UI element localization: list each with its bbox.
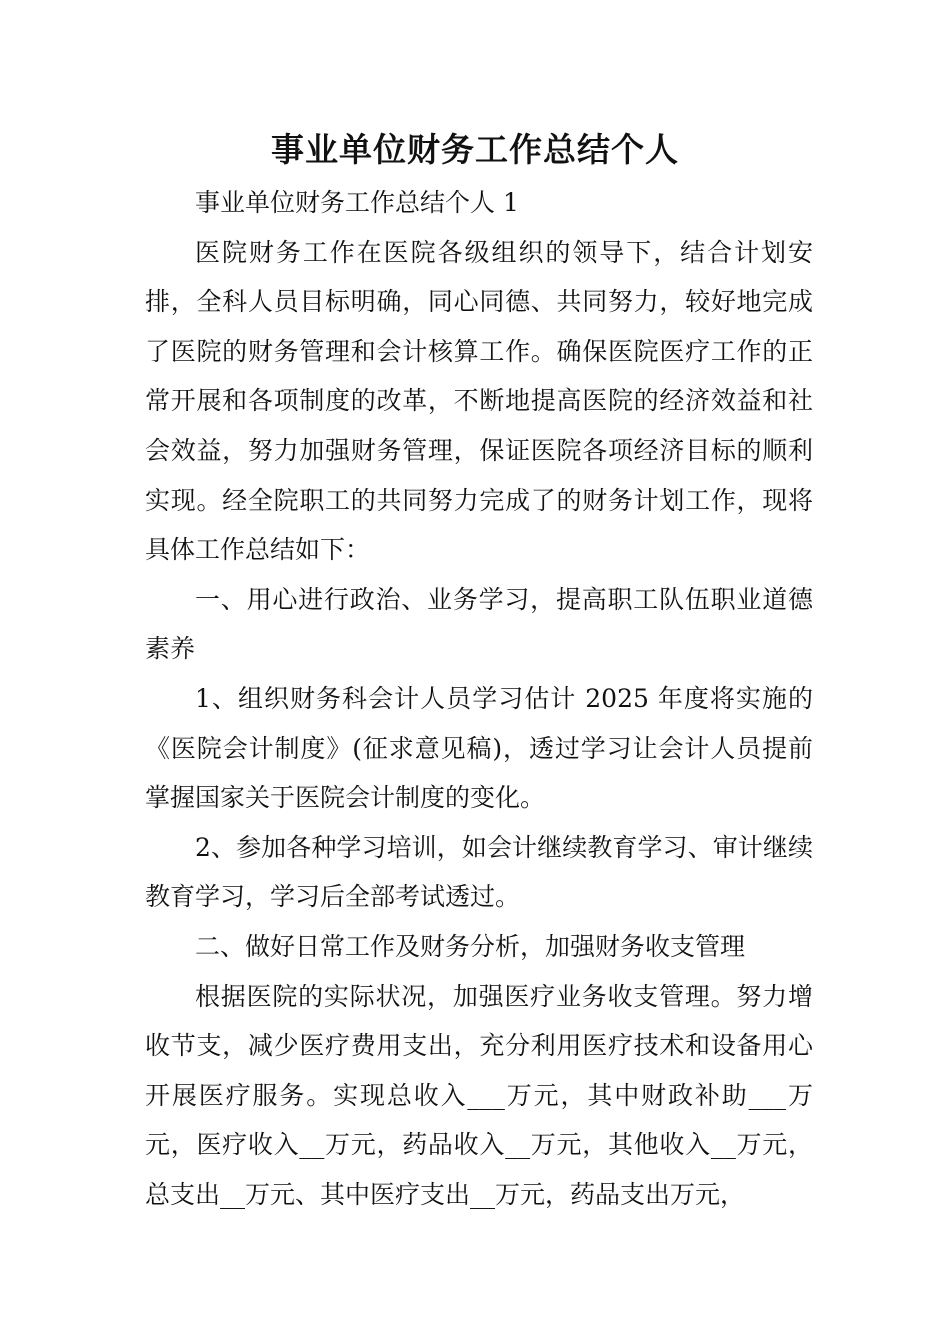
- document-title: 事业单位财务工作总结个人: [271, 130, 679, 169]
- document-body: [145, 178, 813, 1219]
- paragraph-income-expense: 根据医院的实际状况，加强医疗业务收支管理。努力增收节支，减少医疗费用支出，充分利用医疗技术和设备用心开展医疗服务。实现总收入___万元，其中财政补助___万元，医疗收入__万元，药品收入__万元，其他收入__万元，总支出__万元、其中医疗支出__万元，药品支出万元，: [145, 981, 813, 1209]
- paragraph-item-2: 2、参加各种学习培训，如会计继续教育学习、审计继续教育学习，学习后全部考试透过。: [145, 832, 813, 912]
- section-heading-daily-work: 二、做好日常工作及财务分析，加强财务收支管理: [195, 931, 746, 961]
- paragraph-intro: 医院财务工作在医院各级组织的领导下，结合计划安排，全科人员目标明确，同心同德、共同努力，较好地完成了医院的财务管理和会计核算工作。确保医院医疗工作的正常开展和各项制度的改革，不断地提高医院的经济效益和社会效益，努力加强财务管理，保证医院各项经济目标的顺利实现。经全院职工的共同努力完成了的财务计划工作，现将具体工作总结如下：: [145, 237, 813, 565]
- section-heading-1: 事业单位财务工作总结个人 1: [195, 188, 519, 217]
- section-heading-politics-study: 一、用心进行政治、业务学习，提高职工队伍职业道德素养: [145, 584, 813, 664]
- paragraph-item-1: 1、组织财务科会计人员学习估计 2025 年度将实施的《医院会计制度》(征求意见稿)，透过学习让会计人员提前掌握国家关于医院会计制度的变化。: [145, 683, 813, 813]
